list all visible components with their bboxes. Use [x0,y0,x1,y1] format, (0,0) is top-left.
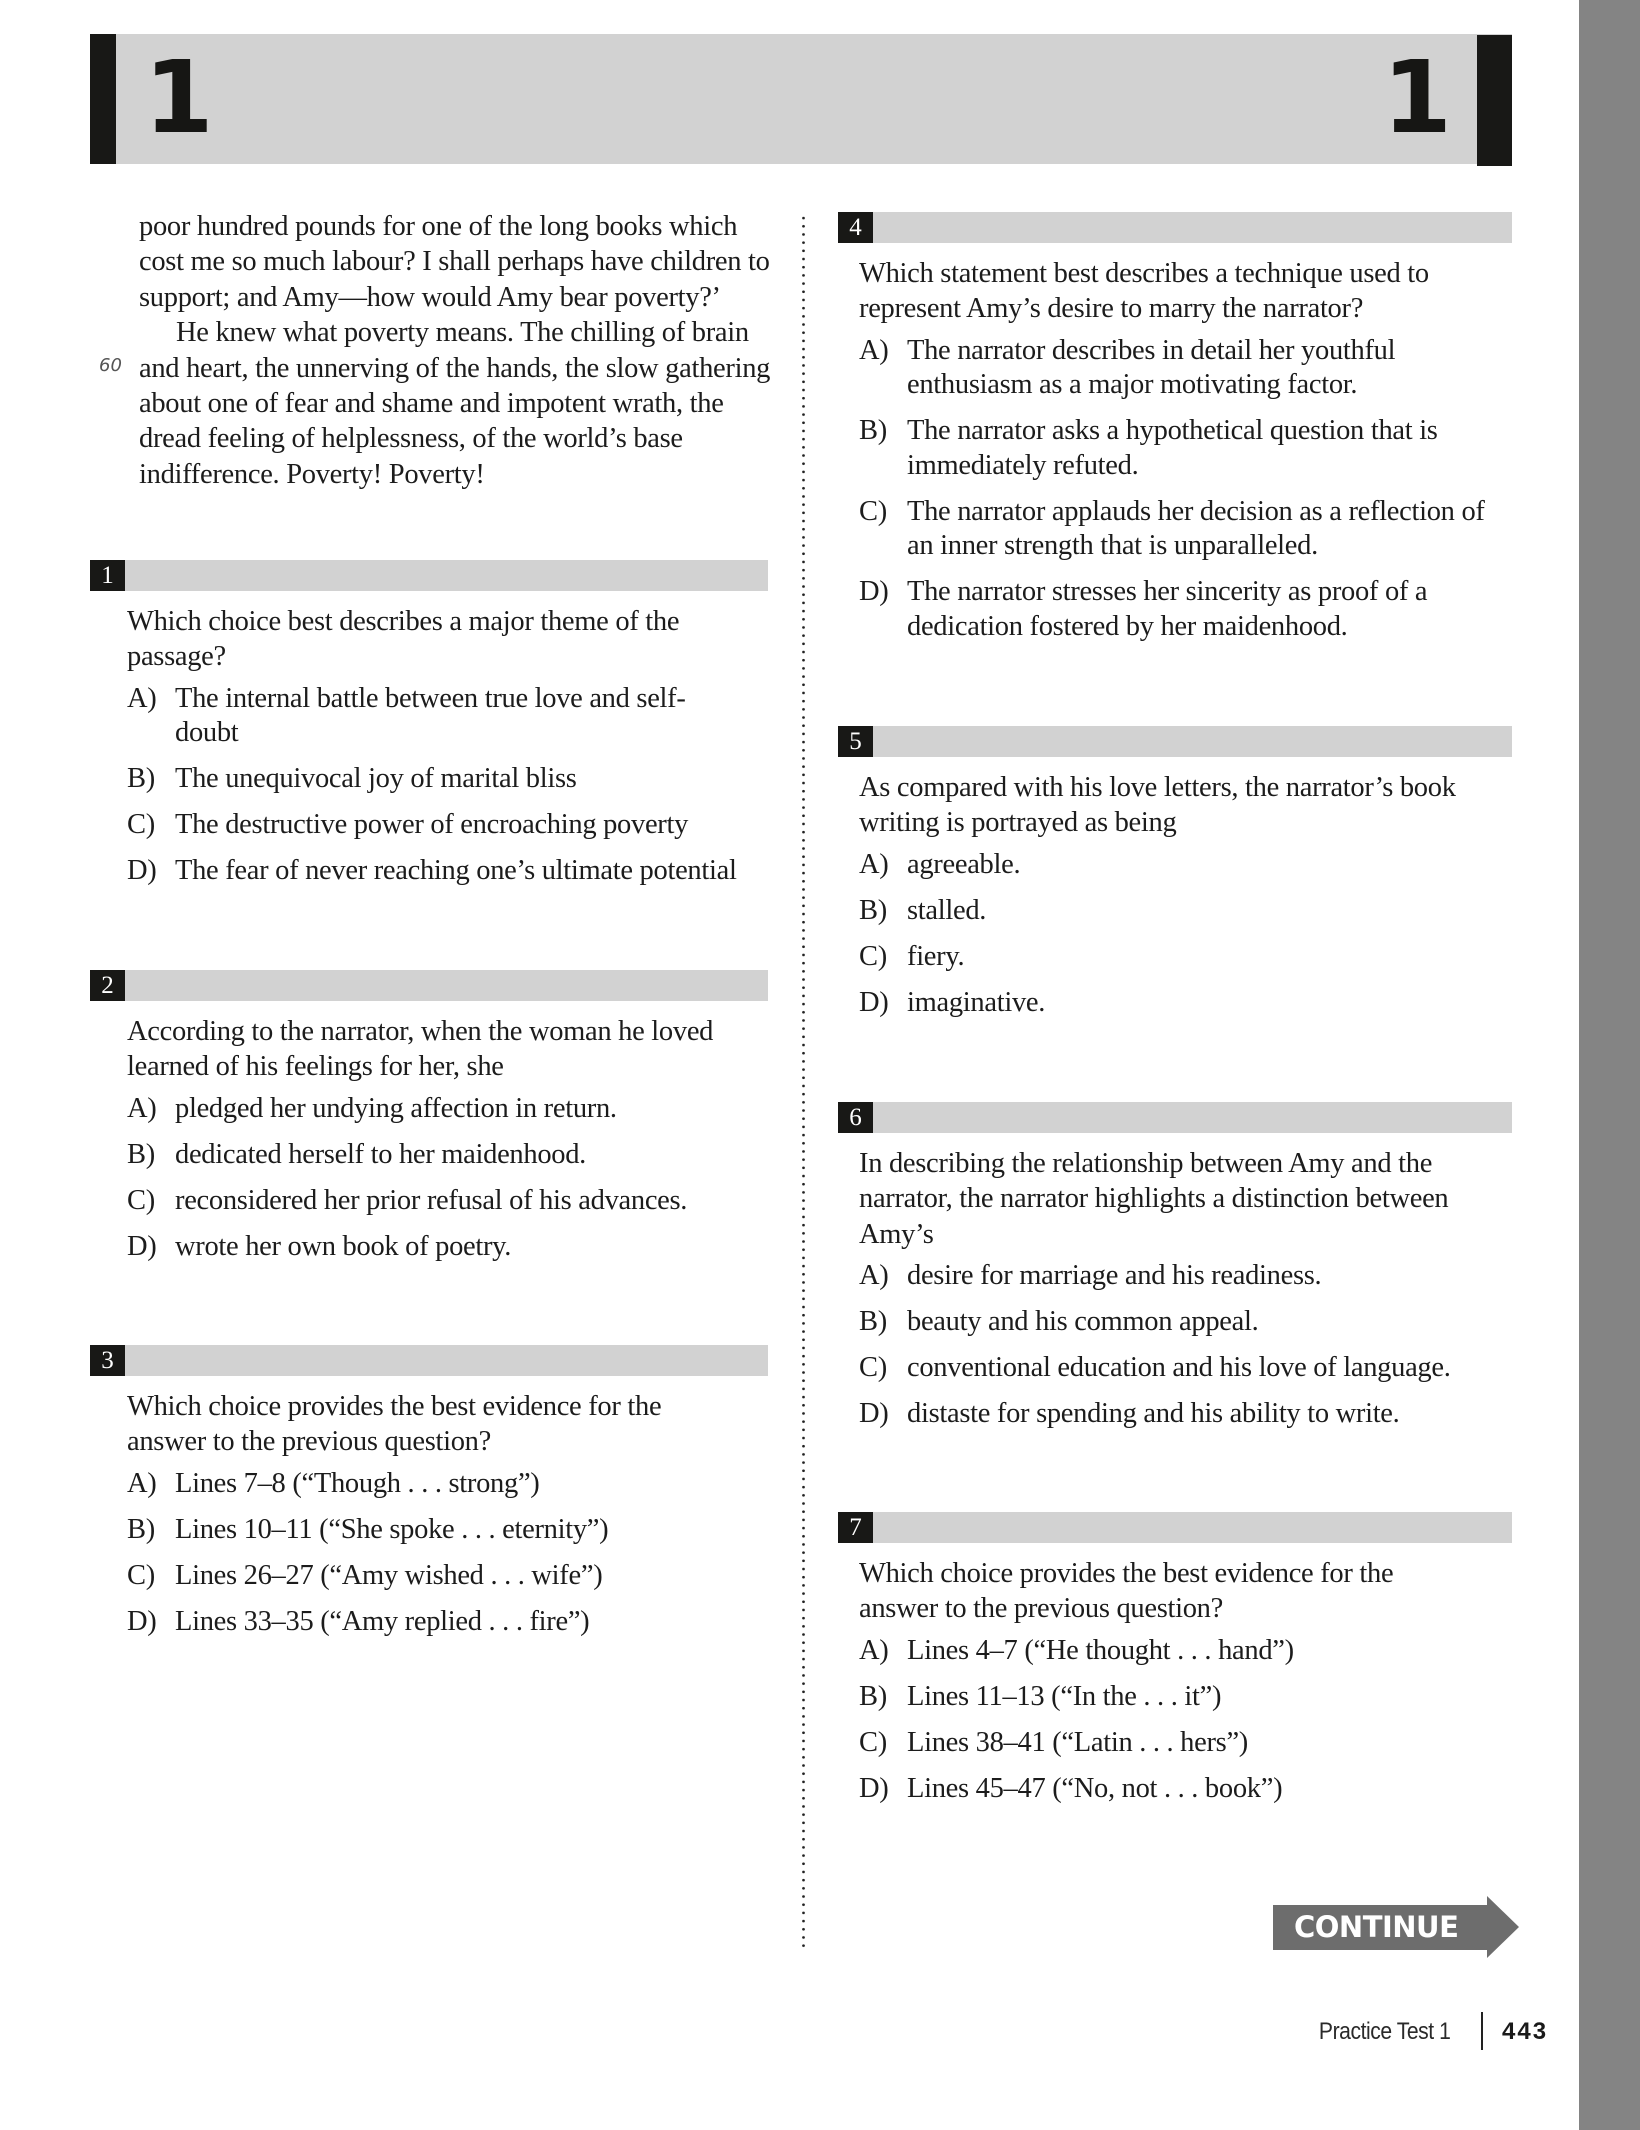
footer-divider [1481,2012,1483,2050]
answer-choice-a[interactable] [127,1467,768,1502]
answer-choice-a[interactable] [127,1092,768,1127]
choice-letter: C) [127,809,155,841]
choice-text: conventional education and his love of language. [907,1352,1451,1384]
choice-letter: D) [859,1772,889,1804]
answer-choice-b[interactable] [859,414,1512,483]
header-left-bar [90,34,116,164]
choice-letter: D) [859,1398,889,1430]
question-3 [90,1345,768,1651]
answer-choice-b[interactable] [127,1138,768,1173]
question-bar [838,1512,1512,1543]
answer-choice-b[interactable] [127,1513,768,1548]
choice-letter: C) [859,1726,887,1758]
choice-text: The narrator applauds her decision as a reflection of an inner strength that is unparalleled. [907,495,1485,562]
choice-letter: B) [859,415,887,447]
choice-text: Lines 26–27 (“Amy wished . . . wife”) [175,1559,603,1591]
choice-letter: B) [859,1306,887,1338]
page-footer [1300,2012,1560,2052]
question-number: 6 [838,1102,873,1133]
answer-choice-a[interactable] [859,1634,1512,1669]
page-number: 443 [1502,2018,1549,2045]
question-stem: As compared with his love letters, the narrator’s book writing is portrayed as being [859,772,1456,839]
choice-text: dedicated herself to her maidenhood. [175,1138,586,1170]
choice-text: stalled. [907,894,987,926]
choice-text: wrote her own book of poetry. [175,1230,512,1262]
header-right-bar [1477,35,1512,166]
question-bar [838,212,1512,243]
question-7 [838,1512,1512,1818]
answer-choice-d[interactable] [127,1230,768,1265]
question-number: 7 [838,1512,873,1543]
question-bar [838,726,1512,757]
question-bar [90,560,768,591]
choice-letter: C) [127,1184,155,1216]
choice-text: Lines 45–47 (“No, not . . . book”) [907,1772,1283,1804]
continue-button[interactable] [1273,1896,1521,1958]
answer-choice-d[interactable] [127,854,768,889]
choice-text: Lines 7–8 (“Though . . . strong”) [175,1467,540,1499]
answer-choices [127,1092,768,1265]
continue-label: CONTINUE [1294,1910,1459,1944]
answer-choice-a[interactable] [859,1259,1512,1294]
choice-letter: A) [127,682,157,714]
passage-text [139,209,779,492]
choice-text: pledged her undying affection in return. [175,1092,617,1124]
choice-text: Lines 38–41 (“Latin . . . hers”) [907,1726,1249,1758]
question-bar [90,970,768,1001]
question-stem: According to the narrator, when the woman he loved learned of his feelings for her, she [127,1016,714,1083]
passage-paragraph: He knew what poverty means. The chilling of brain and heart, the unnerving of the hands, the slow gathering about one of fear and shame and impotent wrath, the dread feeling of helplessness, of the world’s base indifference. Poverty! Poverty! [139,317,771,490]
answer-choice-a[interactable] [859,848,1512,883]
answer-choice-a[interactable] [859,334,1512,403]
section-number-left: 1 [144,39,214,156]
choice-letter: A) [859,848,889,880]
choice-letter: A) [127,1092,157,1124]
question-number: 4 [838,212,873,243]
question-bar [90,1345,768,1376]
answer-choices [127,1467,768,1640]
choice-letter: B) [859,1680,887,1712]
answer-choice-d[interactable] [859,1397,1512,1432]
answer-choice-d[interactable] [127,1605,768,1640]
choice-text: Lines 4–7 (“He thought . . . hand”) [907,1634,1294,1666]
choice-letter: C) [127,1559,155,1591]
column-divider [802,214,805,1952]
question-4 [838,212,1512,656]
choice-text: imaginative. [907,986,1046,1018]
question-number: 2 [90,970,125,1001]
question-stem: Which statement best describes a technique used to represent Amy’s desire to marry the narrator? [859,258,1429,325]
answer-choice-c[interactable] [859,1726,1512,1761]
question-stem: Which choice best describes a major theme of the passage? [127,606,680,673]
choice-text: The unequivocal joy of marital bliss [175,763,577,795]
answer-choice-c[interactable] [859,940,1512,975]
choice-letter: C) [859,495,887,527]
answer-choice-a[interactable] [127,682,768,751]
choice-text: Lines 33–35 (“Amy replied . . . fire”) [175,1605,590,1637]
answer-choice-c[interactable] [859,1351,1512,1386]
choice-text: The fear of never reaching one’s ultimate potential [175,855,737,887]
section-number-right: 1 [1382,39,1452,156]
answer-choices [859,1634,1512,1807]
answer-choice-c[interactable] [127,1184,768,1219]
choice-letter: A) [127,1467,157,1499]
answer-choice-c[interactable] [127,808,768,843]
answer-choice-d[interactable] [859,986,1512,1021]
choice-text: The internal battle between true love and self-doubt [175,682,686,749]
answer-choice-b[interactable] [859,894,1512,929]
choice-letter: D) [127,855,157,887]
passage-paragraph: poor hundred pounds for one of the long books which cost me so much labour? I shall perhaps have children to support; and Amy—how would Amy bear poverty?’ [139,211,770,313]
choice-text: The narrator describes in detail her youthful enthusiasm as a major motivating factor. [907,334,1396,401]
answer-choice-b[interactable] [859,1305,1512,1340]
choice-letter: A) [859,1634,889,1666]
choice-text: The narrator asks a hypothetical question that is immediately refuted. [907,415,1438,481]
choice-letter: D) [127,1605,157,1637]
choice-letter: C) [859,1352,887,1384]
choice-letter: C) [859,940,887,972]
answer-choice-b[interactable] [859,1680,1512,1715]
footer-title: Practice Test 1 [1318,2018,1450,2045]
answer-choices [859,1259,1512,1432]
choice-text: distaste for spending and his ability to write. [907,1398,1400,1430]
choice-text: agreeable. [907,848,1021,880]
section-header [90,34,1512,164]
question-number: 3 [90,1345,125,1376]
question-5 [838,726,1512,1032]
choice-text: desire for marriage and his readiness. [907,1260,1322,1292]
choice-letter: D) [127,1230,157,1262]
question-2 [90,970,768,1276]
answer-choice-d[interactable] [859,575,1512,644]
question-number: 1 [90,560,125,591]
choice-text: reconsidered her prior refusal of his advances. [175,1184,688,1216]
choice-letter: A) [859,334,889,366]
choice-text: The narrator stresses her sincerity as proof of a dedication fostered by her maidenhood. [907,576,1428,642]
answer-choice-b[interactable] [127,762,768,797]
choice-letter: D) [859,576,889,608]
page-edge-tab [1579,0,1640,2130]
choice-text: Lines 10–11 (“She spoke . . . eternity”) [175,1513,609,1545]
passage-line-number: 60 [99,355,122,376]
choice-text: The destructive power of encroaching poverty [175,809,689,841]
choice-letter: B) [127,763,155,795]
choice-letter: A) [859,1260,889,1292]
choice-letter: B) [127,1513,155,1545]
question-number: 5 [838,726,873,757]
answer-choices [127,682,768,889]
question-bar [838,1102,1512,1133]
choice-letter: D) [859,986,889,1018]
choice-letter: B) [127,1138,155,1170]
choice-letter: B) [859,894,887,926]
answer-choice-c[interactable] [127,1559,768,1594]
question-stem: Which choice provides the best evidence for the answer to the previous question? [127,1391,662,1458]
answer-choices [859,334,1512,645]
question-1 [90,560,768,900]
choice-text: beauty and his common appeal. [907,1306,1259,1338]
answer-choices [859,848,1512,1021]
choice-text: Lines 11–13 (“In the . . . it”) [907,1680,1222,1712]
answer-choice-c[interactable] [859,495,1512,564]
question-stem: Which choice provides the best evidence for the answer to the previous question? [859,1558,1394,1625]
question-stem: In describing the relationship between Amy and the narrator, the narrator highlights a distinction between Amy’s [859,1148,1449,1250]
answer-choice-d[interactable] [859,1772,1512,1807]
choice-text: fiery. [907,940,965,972]
question-6 [838,1102,1512,1443]
